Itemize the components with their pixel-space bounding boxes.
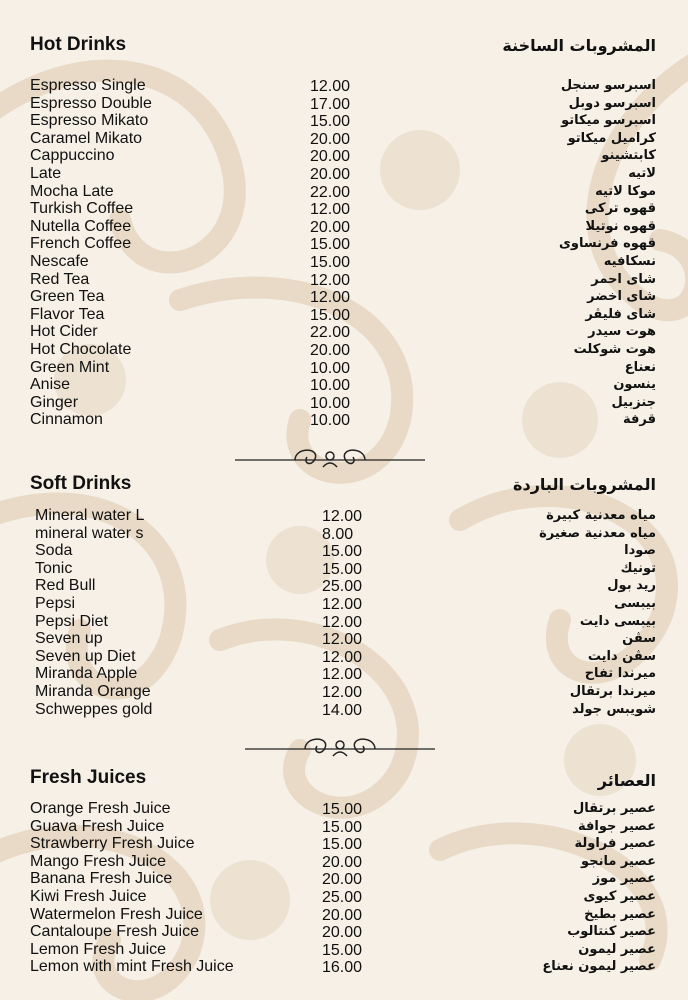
item-price: 20.00 xyxy=(322,906,363,924)
item-name-en: Miranda Orange xyxy=(35,682,151,700)
item-name-en: Cinnamon xyxy=(30,411,103,429)
item-name-ar: اسبرسو ميكاتو xyxy=(561,113,656,129)
item-name-en: Turkish Coffee xyxy=(30,200,134,218)
item-price: 20.00 xyxy=(322,871,363,889)
item-name-ar: ريد بول xyxy=(607,578,656,594)
item-name-en: Pepsi Diet xyxy=(35,612,108,630)
menu-item xyxy=(0,683,688,701)
item-name-en: Seven up Diet xyxy=(35,647,136,665)
item-name-en: Espresso Mikato xyxy=(30,112,149,130)
item-name-en: Mineral water L xyxy=(35,507,145,524)
item-name-ar: عصير برتقال xyxy=(573,801,656,816)
item-name-ar: شويبس جولد xyxy=(572,701,656,717)
menu-item xyxy=(0,701,688,719)
item-price: 12.00 xyxy=(310,201,351,219)
item-name-ar: شاى احمر xyxy=(591,271,656,287)
item-name-en: Lemon Fresh Juice xyxy=(30,940,167,958)
menu-item xyxy=(0,648,688,666)
section-title-en: Soft Drinks xyxy=(30,473,132,494)
item-price: 20.00 xyxy=(310,165,351,183)
item-name-en: Caramel Mikato xyxy=(30,129,143,147)
item-name-ar: بيبسى دايت xyxy=(579,613,656,629)
menu-item xyxy=(0,253,688,271)
item-name-ar: عصير موز xyxy=(592,871,656,887)
item-name-en: French Coffee xyxy=(30,235,132,253)
item-price: 20.00 xyxy=(310,130,351,148)
item-name-en: Seven up xyxy=(35,630,103,648)
item-name-en: Kiwi Fresh Juice xyxy=(30,887,147,905)
menu-item xyxy=(0,306,688,324)
item-price: 15.00 xyxy=(322,801,363,818)
item-name-ar: اسبرسو دوبل xyxy=(568,95,656,111)
menu-item xyxy=(0,923,688,941)
menu-list xyxy=(0,507,688,718)
item-name-ar: جنزبيل xyxy=(611,394,656,410)
menu-item xyxy=(0,630,688,648)
item-price: 15.00 xyxy=(322,836,363,854)
item-name-en: Tonic xyxy=(35,559,73,577)
menu-item xyxy=(0,200,688,218)
item-name-ar: ينسون xyxy=(613,377,656,393)
item-name-ar: شاى فليڤر xyxy=(585,306,656,322)
item-price: 20.00 xyxy=(310,218,351,236)
item-price: 14.00 xyxy=(322,701,363,719)
item-name-ar: عصير كيوى xyxy=(583,888,656,904)
item-name-en: Mocha Late xyxy=(30,182,114,200)
menu-item xyxy=(0,112,688,130)
menu-item xyxy=(0,542,688,560)
menu-item xyxy=(0,235,688,253)
menu-item xyxy=(0,130,688,148)
item-price: 15.00 xyxy=(310,306,351,324)
item-price: 12.00 xyxy=(322,666,363,684)
menu-item xyxy=(0,665,688,683)
menu-item xyxy=(0,271,688,289)
item-price: 25.00 xyxy=(322,578,363,596)
item-price: 12.00 xyxy=(310,289,351,307)
item-price: 12.00 xyxy=(310,271,351,289)
item-name-en: Mango Fresh Juice xyxy=(30,852,167,870)
item-price: 15.00 xyxy=(310,253,351,271)
menu-list xyxy=(0,77,688,429)
item-name-ar: نعناع xyxy=(624,359,656,375)
item-name-en: Espresso Double xyxy=(30,94,152,112)
item-name-en: Pepsi xyxy=(35,594,76,612)
menu-item xyxy=(0,818,688,836)
item-price: 12.00 xyxy=(322,648,363,666)
item-price: 8.00 xyxy=(322,525,354,543)
item-name-ar: كراميل ميكاتو xyxy=(567,130,656,146)
item-name-ar: سڤن xyxy=(622,631,656,647)
section-title-en: Fresh Juices xyxy=(30,767,147,788)
menu-item xyxy=(0,560,688,578)
item-price: 10.00 xyxy=(310,377,351,395)
ornament-divider xyxy=(245,734,435,764)
item-price: 20.00 xyxy=(310,148,351,166)
item-name-ar: هوت سيدر xyxy=(588,324,656,340)
item-name-ar: سڤن دايت xyxy=(587,648,656,664)
item-name-en: Green Tea xyxy=(30,288,105,306)
item-price: 12.00 xyxy=(322,508,363,525)
item-price: 15.00 xyxy=(310,236,351,254)
item-price: 12.00 xyxy=(322,631,363,649)
menu-item xyxy=(0,941,688,959)
item-name-ar: مياه معدنية صغيرة xyxy=(539,525,656,541)
item-price: 12.00 xyxy=(322,613,363,631)
item-price: 12.00 xyxy=(322,683,363,701)
item-name-en: Hot Cider xyxy=(30,323,98,341)
item-name-en: Cantaloupe Fresh Juice xyxy=(30,923,199,941)
item-name-en: Miranda Apple xyxy=(35,665,138,683)
item-name-ar: نسكافيه xyxy=(603,253,656,269)
menu-item xyxy=(0,411,688,429)
menu-item xyxy=(0,359,688,377)
item-price: 20.00 xyxy=(322,853,363,871)
item-name-ar: مياه معدنية كبيرة xyxy=(546,508,656,523)
item-price: 15.00 xyxy=(322,560,363,578)
item-name-en: Green Mint xyxy=(30,358,110,376)
ornament-divider xyxy=(235,445,425,475)
item-name-en: Red Bull xyxy=(35,577,96,595)
menu-list xyxy=(0,800,688,976)
item-name-en: Anise xyxy=(30,376,71,394)
item-name-en: Nescafe xyxy=(30,252,89,270)
menu-item xyxy=(0,888,688,906)
menu-item xyxy=(0,870,688,888)
item-name-ar: قرفة xyxy=(623,412,656,428)
menu-item xyxy=(0,394,688,412)
item-name-en: Red Tea xyxy=(30,270,90,288)
item-name-ar: قهوه فرنساوى xyxy=(558,236,656,252)
item-name-ar: موكا لاتيه xyxy=(595,183,656,199)
item-name-ar: بيبسى xyxy=(614,595,656,611)
item-price: 15.00 xyxy=(310,113,351,131)
item-price: 22.00 xyxy=(310,183,351,201)
item-name-ar: عصير مانجو xyxy=(581,853,656,869)
item-name-en: Late xyxy=(30,164,62,182)
menu-item xyxy=(0,147,688,165)
item-price: 25.00 xyxy=(322,888,363,906)
menu-item xyxy=(0,835,688,853)
menu-item xyxy=(0,958,688,976)
item-price: 20.00 xyxy=(310,341,351,359)
menu-item xyxy=(0,507,688,525)
menu-item xyxy=(0,183,688,201)
item-name-ar: عصير جوافة xyxy=(578,818,656,834)
item-name-en: Cappuccino xyxy=(30,147,115,165)
item-name-en: Schweppes gold xyxy=(35,700,153,718)
item-price: 10.00 xyxy=(310,394,351,412)
menu-item xyxy=(0,323,688,341)
menu-item xyxy=(0,288,688,306)
section-title-ar: المشروبات الباردة xyxy=(513,475,656,494)
item-name-ar: صودا xyxy=(624,543,656,559)
menu-item xyxy=(0,341,688,359)
menu-item xyxy=(0,218,688,236)
section-title-en: Hot Drinks xyxy=(30,34,127,55)
item-name-ar: كابتشينو xyxy=(601,148,656,164)
section-title-ar: العصائر xyxy=(597,771,656,790)
item-name-ar: قهوه تركى xyxy=(584,201,656,217)
item-price: 22.00 xyxy=(310,324,351,342)
item-name-en: Banana Fresh Juice xyxy=(30,870,173,888)
item-name-ar: هوت شوكلت xyxy=(573,341,656,357)
item-price: 12.00 xyxy=(310,78,351,95)
item-name-ar: اسبرسو سنجل xyxy=(560,78,656,93)
item-price: 15.00 xyxy=(322,818,363,836)
item-price: 16.00 xyxy=(322,959,363,977)
item-name-en: Nutella Coffee xyxy=(30,217,132,235)
item-name-ar: ميرندا تفاح xyxy=(584,666,656,682)
menu-item xyxy=(0,165,688,183)
item-name-en: Ginger xyxy=(30,393,79,411)
item-name-en: Soda xyxy=(35,542,73,560)
item-name-en: Espresso Single xyxy=(30,77,146,94)
section-title-ar: المشروبات الساخنة xyxy=(502,36,656,55)
menu-item xyxy=(0,577,688,595)
item-name-ar: شاى اخضر xyxy=(587,289,656,305)
item-name-en: Watermelon Fresh Juice xyxy=(30,905,203,923)
menu-item xyxy=(0,95,688,113)
item-name-ar: ميرندا برتقال xyxy=(569,683,656,699)
item-name-en: Hot Chocolate xyxy=(30,340,132,358)
item-name-en: Guava Fresh Juice xyxy=(30,817,165,835)
item-price: 12.00 xyxy=(322,595,363,613)
item-name-ar: عصير فراولة xyxy=(574,836,656,852)
item-name-ar: عصير ليمون xyxy=(578,941,656,957)
item-name-ar: قهوه نوتيلا xyxy=(585,218,656,234)
item-price: 10.00 xyxy=(310,412,351,430)
item-price: 10.00 xyxy=(310,359,351,377)
menu-item xyxy=(0,800,688,818)
item-price: 15.00 xyxy=(322,941,363,959)
item-name-ar: عصير كنتالوب xyxy=(567,924,656,940)
item-price: 20.00 xyxy=(322,924,363,942)
item-name-en: mineral water s xyxy=(35,524,144,542)
item-name-ar: عصير بطيخ xyxy=(584,906,656,922)
menu-item xyxy=(0,77,688,95)
item-price: 17.00 xyxy=(310,95,351,113)
menu-item xyxy=(0,613,688,631)
item-name-en: Lemon with mint Fresh Juice xyxy=(30,958,234,976)
item-price: 15.00 xyxy=(322,543,363,561)
item-name-en: Orange Fresh Juice xyxy=(30,800,171,817)
menu-item xyxy=(0,595,688,613)
menu-item xyxy=(0,525,688,543)
item-name-en: Flavor Tea xyxy=(30,305,105,323)
item-name-ar: عصير ليمون نعناع xyxy=(542,959,656,975)
item-name-ar: لاتيه xyxy=(628,165,656,181)
item-name-ar: تونيك xyxy=(620,560,656,576)
menu-item xyxy=(0,906,688,924)
menu-item xyxy=(0,376,688,394)
item-name-en: Strawberry Fresh Juice xyxy=(30,835,195,853)
menu-item xyxy=(0,853,688,871)
